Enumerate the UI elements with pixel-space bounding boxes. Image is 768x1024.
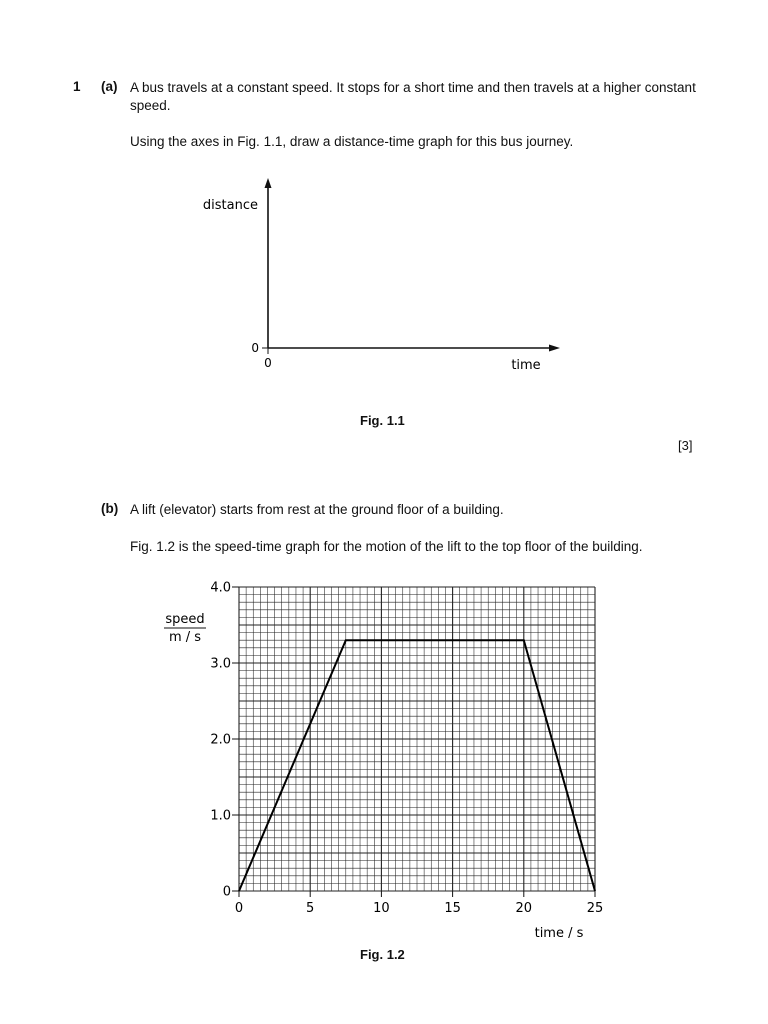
y-tick-label: 1.0 xyxy=(210,808,231,824)
part-a-marks: [3] xyxy=(678,438,693,453)
y-tick-label: 4.0 xyxy=(210,580,231,596)
x-tick-label: 10 xyxy=(373,901,390,916)
x-tick-label: 5 xyxy=(306,901,315,916)
chart-xlabel: time / s xyxy=(534,926,584,941)
fig-1-1-xlabel: time xyxy=(511,358,541,373)
chart-ticks xyxy=(210,581,603,917)
y-tick-label: 0 xyxy=(222,884,231,900)
part-b-instruction: Fig. 1.2 is the speed-time graph for the motion of the lift to the top floor of the building. xyxy=(130,539,643,554)
fig-1-2-caption: Fig. 1.2 xyxy=(360,947,405,962)
speed-time-chart xyxy=(150,570,620,950)
question-number: 1 xyxy=(73,79,81,94)
chart-ylabel-numerator: speed xyxy=(165,612,205,627)
y-axis-arrow-icon xyxy=(265,178,272,188)
chart-grid xyxy=(239,587,595,891)
x-tick-label: 15 xyxy=(444,901,461,916)
y-tick-label: 2.0 xyxy=(210,732,231,748)
fig-1-1-ylabel: distance xyxy=(202,198,258,213)
fig-1-1-y-origin: 0 xyxy=(251,341,259,355)
x-tick-label: 25 xyxy=(586,901,604,916)
part-a-instruction: Using the axes in Fig. 1.1, draw a distance-time graph for this bus journey. xyxy=(130,134,574,149)
y-tick-label: 3.0 xyxy=(210,656,231,672)
part-b-label: (b) xyxy=(101,501,119,516)
x-tick-label: 20 xyxy=(515,901,533,916)
x-axis-arrow-icon xyxy=(549,345,560,352)
fig-1-1-axes xyxy=(190,170,580,380)
part-b-statement: A lift (elevator) starts from rest at the ground floor of a building. xyxy=(130,502,504,517)
fig-1-1-x-origin: 0 xyxy=(264,356,272,370)
fig-1-1-caption: Fig. 1.1 xyxy=(360,413,405,428)
x-tick-label: 0 xyxy=(234,901,244,916)
chart-ylabel-denominator: m / s xyxy=(168,630,202,645)
part-a-label: (a) xyxy=(101,79,118,94)
part-a-statement: A bus travels at a constant speed. It stops for a short time and then travels at a higher constant speed. xyxy=(130,80,696,113)
